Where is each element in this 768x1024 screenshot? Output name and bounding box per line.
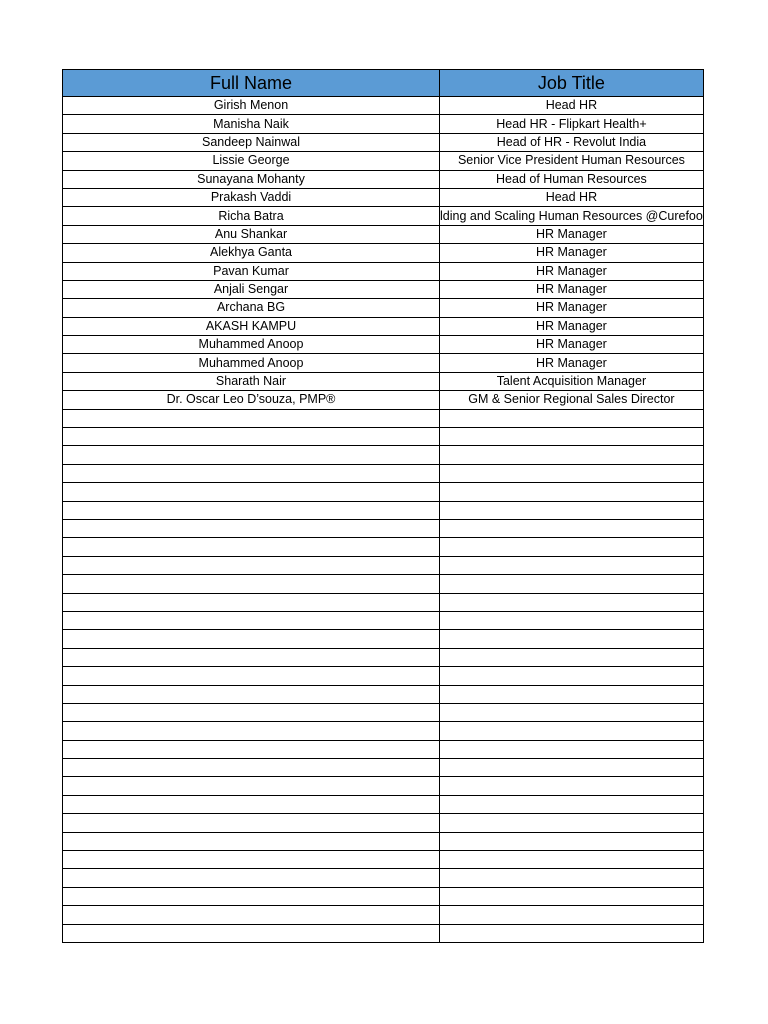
empty-row xyxy=(63,685,704,703)
empty-row xyxy=(63,740,704,758)
empty-cell-full-name[interactable] xyxy=(63,685,440,703)
empty-cell-job-title[interactable] xyxy=(440,722,704,740)
empty-cell-full-name[interactable] xyxy=(63,906,440,924)
cell-job-title[interactable]: Senior Vice President Human Resources xyxy=(440,152,704,170)
empty-cell-full-name[interactable] xyxy=(63,446,440,464)
empty-row xyxy=(63,446,704,464)
empty-cell-full-name[interactable] xyxy=(63,648,440,666)
empty-cell-full-name[interactable] xyxy=(63,814,440,832)
table-row xyxy=(63,225,704,243)
empty-cell-job-title[interactable] xyxy=(440,795,704,813)
empty-cell-job-title[interactable] xyxy=(440,519,704,537)
cell-full-name[interactable]: Muhammed Anoop xyxy=(63,354,440,372)
empty-cell-full-name[interactable] xyxy=(63,722,440,740)
empty-cell-job-title[interactable] xyxy=(440,887,704,905)
empty-row xyxy=(63,428,704,446)
empty-cell-job-title[interactable] xyxy=(440,685,704,703)
empty-cell-job-title[interactable] xyxy=(440,759,704,777)
empty-cell-job-title[interactable] xyxy=(440,464,704,482)
empty-row xyxy=(63,703,704,721)
empty-cell-job-title[interactable] xyxy=(440,575,704,593)
empty-row xyxy=(63,887,704,905)
cell-full-name[interactable]: Girish Menon xyxy=(63,97,440,115)
empty-row xyxy=(63,667,704,685)
cell-job-title[interactable]: HR Manager xyxy=(440,354,704,372)
empty-row xyxy=(63,575,704,593)
empty-row xyxy=(63,851,704,869)
empty-cell-job-title[interactable] xyxy=(440,593,704,611)
empty-cell-full-name[interactable] xyxy=(63,519,440,537)
empty-row xyxy=(63,538,704,556)
table-row xyxy=(63,354,704,372)
empty-row xyxy=(63,869,704,887)
cell-job-title[interactable]: lding and Scaling Human Resources @Curefoo xyxy=(440,207,704,225)
cell-full-name[interactable]: Sharath Nair xyxy=(63,372,440,390)
cell-job-title[interactable]: Head of HR - Revolut India xyxy=(440,133,704,151)
cell-job-title[interactable]: Head HR xyxy=(440,188,704,206)
empty-cell-job-title[interactable] xyxy=(440,538,704,556)
empty-cell-job-title[interactable] xyxy=(440,409,704,427)
table-row xyxy=(63,207,704,225)
empty-cell-full-name[interactable] xyxy=(63,703,440,721)
table-row xyxy=(63,391,704,409)
empty-cell-job-title[interactable] xyxy=(440,869,704,887)
cell-full-name[interactable]: Anjali Sengar xyxy=(63,280,440,298)
cell-job-title[interactable]: HR Manager xyxy=(440,336,704,354)
empty-cell-job-title[interactable] xyxy=(440,924,704,942)
cell-job-title[interactable]: HR Manager xyxy=(440,244,704,262)
empty-cell-full-name[interactable] xyxy=(63,795,440,813)
empty-cell-job-title[interactable] xyxy=(440,740,704,758)
header-job-title[interactable]: Job Title xyxy=(440,70,704,97)
empty-row xyxy=(63,501,704,519)
empty-row xyxy=(63,832,704,850)
empty-row xyxy=(63,556,704,574)
cell-job-title[interactable]: HR Manager xyxy=(440,262,704,280)
empty-cell-job-title[interactable] xyxy=(440,501,704,519)
cell-full-name[interactable]: Muhammed Anoop xyxy=(63,336,440,354)
empty-cell-full-name[interactable] xyxy=(63,630,440,648)
empty-cell-full-name[interactable] xyxy=(63,501,440,519)
empty-cell-job-title[interactable] xyxy=(440,630,704,648)
table-row xyxy=(63,280,704,298)
empty-row xyxy=(63,519,704,537)
empty-cell-full-name[interactable] xyxy=(63,556,440,574)
empty-cell-job-title[interactable] xyxy=(440,777,704,795)
empty-row xyxy=(63,777,704,795)
empty-cell-job-title[interactable] xyxy=(440,648,704,666)
empty-row xyxy=(63,906,704,924)
empty-row xyxy=(63,483,704,501)
empty-cell-full-name[interactable] xyxy=(63,428,440,446)
cell-full-name[interactable]: Prakash Vaddi xyxy=(63,188,440,206)
empty-cell-full-name[interactable] xyxy=(63,777,440,795)
cell-full-name[interactable]: Pavan Kumar xyxy=(63,262,440,280)
cell-full-name[interactable]: Manisha Naik xyxy=(63,115,440,133)
empty-row xyxy=(63,648,704,666)
table-row xyxy=(63,170,704,188)
cell-full-name[interactable]: Sandeep Nainwal xyxy=(63,133,440,151)
header-row xyxy=(63,70,704,97)
table-row xyxy=(63,244,704,262)
empty-cell-full-name[interactable] xyxy=(63,409,440,427)
table-row xyxy=(63,299,704,317)
empty-cell-full-name[interactable] xyxy=(63,740,440,758)
empty-cell-job-title[interactable] xyxy=(440,832,704,850)
cell-full-name[interactable]: Alekhya Ganta xyxy=(63,244,440,262)
empty-row xyxy=(63,630,704,648)
cell-job-title[interactable]: Talent Acquisition Manager xyxy=(440,372,704,390)
cell-job-title[interactable]: Head HR xyxy=(440,97,704,115)
empty-cell-job-title[interactable] xyxy=(440,851,704,869)
table-row xyxy=(63,97,704,115)
empty-cell-full-name[interactable] xyxy=(63,869,440,887)
cell-job-title[interactable]: HR Manager xyxy=(440,317,704,335)
cell-full-name[interactable]: AKASH KAMPU xyxy=(63,317,440,335)
empty-cell-full-name[interactable] xyxy=(63,759,440,777)
empty-cell-full-name[interactable] xyxy=(63,593,440,611)
table-body xyxy=(63,97,704,943)
table-row xyxy=(63,115,704,133)
cell-full-name[interactable]: Richa Batra xyxy=(63,207,440,225)
empty-cell-full-name[interactable] xyxy=(63,483,440,501)
empty-row xyxy=(63,722,704,740)
empty-row xyxy=(63,409,704,427)
cell-job-title[interactable]: GM & Senior Regional Sales Director xyxy=(440,391,704,409)
table-row xyxy=(63,152,704,170)
empty-row xyxy=(63,464,704,482)
empty-cell-full-name[interactable] xyxy=(63,538,440,556)
cell-full-name[interactable]: Lissie George xyxy=(63,152,440,170)
cell-job-title[interactable]: HR Manager xyxy=(440,299,704,317)
empty-row xyxy=(63,814,704,832)
cell-job-title[interactable]: HR Manager xyxy=(440,280,704,298)
empty-cell-full-name[interactable] xyxy=(63,924,440,942)
empty-cell-job-title[interactable] xyxy=(440,446,704,464)
empty-cell-job-title[interactable] xyxy=(440,483,704,501)
empty-row xyxy=(63,759,704,777)
empty-cell-job-title[interactable] xyxy=(440,906,704,924)
cell-full-name[interactable]: Dr. Oscar Leo D’souza, PMP® xyxy=(63,391,440,409)
table-row xyxy=(63,262,704,280)
cell-job-title[interactable]: Head of Human Resources xyxy=(440,170,704,188)
empty-row xyxy=(63,924,704,942)
header-full-name[interactable]: Full Name xyxy=(63,70,440,97)
empty-cell-full-name[interactable] xyxy=(63,464,440,482)
empty-cell-job-title[interactable] xyxy=(440,556,704,574)
empty-row xyxy=(63,795,704,813)
table-row xyxy=(63,372,704,390)
empty-cell-job-title[interactable] xyxy=(440,703,704,721)
empty-cell-job-title[interactable] xyxy=(440,667,704,685)
table-row xyxy=(63,317,704,335)
empty-cell-job-title[interactable] xyxy=(440,611,704,629)
empty-cell-full-name[interactable] xyxy=(63,832,440,850)
table-row xyxy=(63,336,704,354)
cell-full-name[interactable]: Sunayana Mohanty xyxy=(63,170,440,188)
empty-cell-full-name[interactable] xyxy=(63,575,440,593)
cell-full-name[interactable]: Archana BG xyxy=(63,299,440,317)
empty-cell-full-name[interactable] xyxy=(63,611,440,629)
cell-job-title[interactable]: HR Manager xyxy=(440,225,704,243)
cell-job-title[interactable]: Head HR - Flipkart Health+ xyxy=(440,115,704,133)
spreadsheet-table xyxy=(62,69,704,943)
cell-full-name[interactable]: Anu Shankar xyxy=(63,225,440,243)
empty-cell-job-title[interactable] xyxy=(440,814,704,832)
empty-row xyxy=(63,593,704,611)
empty-cell-full-name[interactable] xyxy=(63,667,440,685)
table-row xyxy=(63,133,704,151)
empty-cell-full-name[interactable] xyxy=(63,851,440,869)
table-row xyxy=(63,188,704,206)
empty-row xyxy=(63,611,704,629)
empty-cell-full-name[interactable] xyxy=(63,887,440,905)
empty-cell-job-title[interactable] xyxy=(440,428,704,446)
